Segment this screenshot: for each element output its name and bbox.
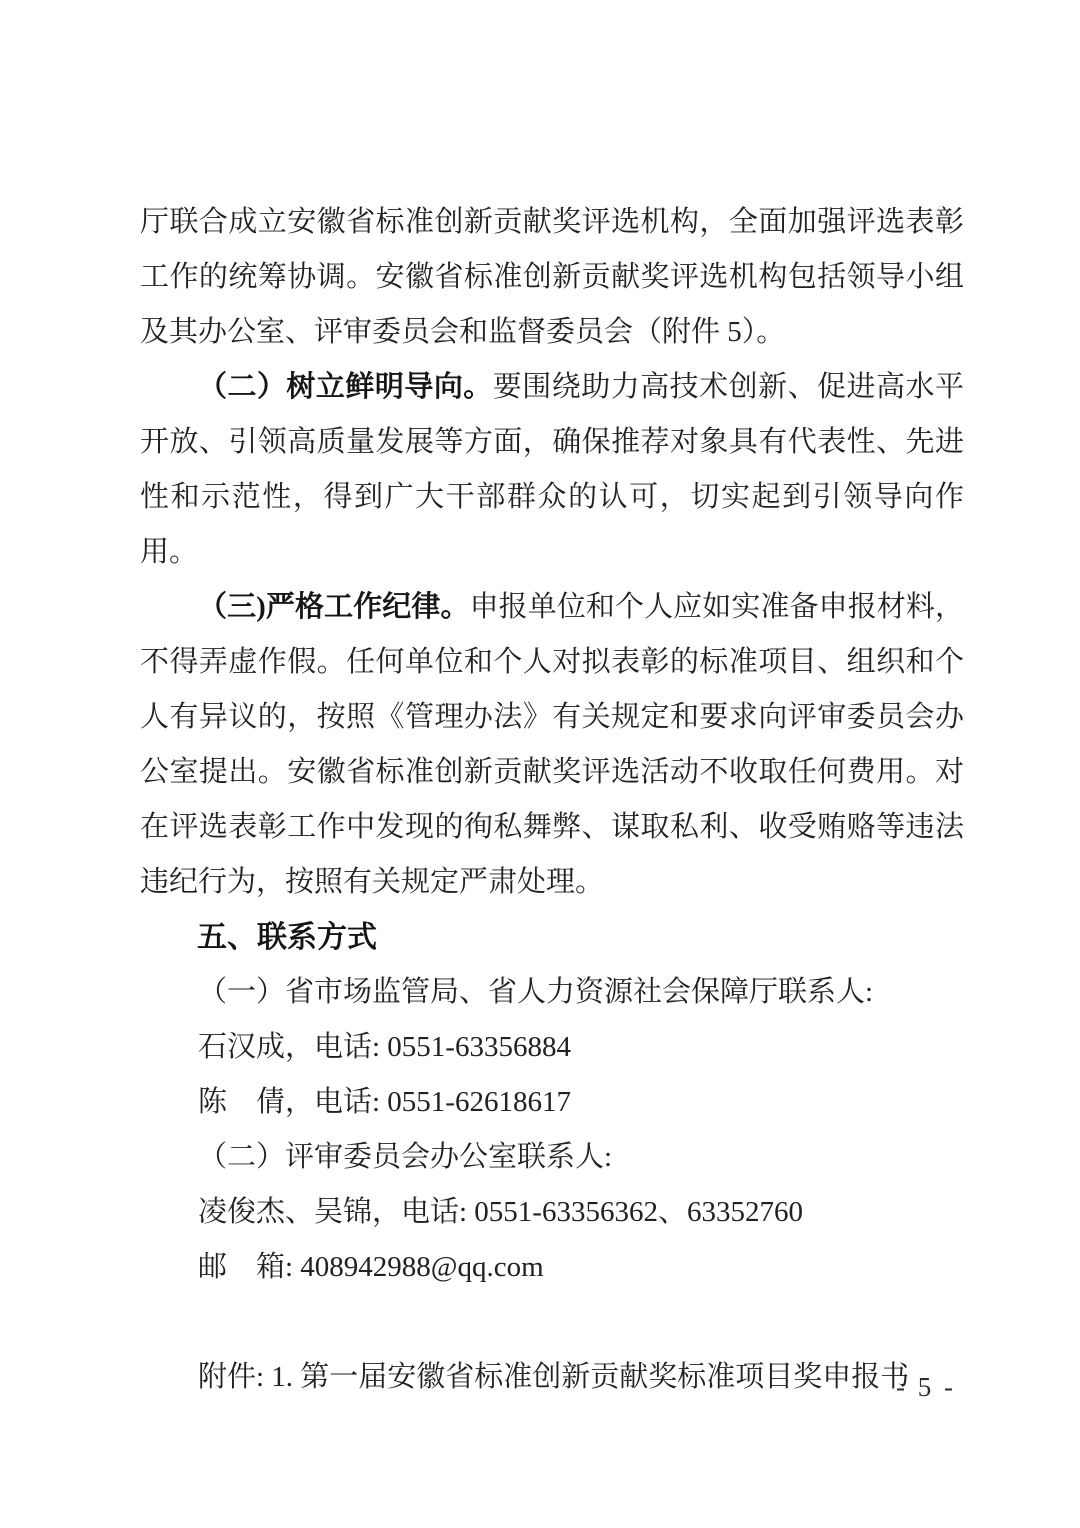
contact-line: 石汉成，电话: 0551-63356884 (198, 1031, 571, 1063)
paragraphs (140, 195, 964, 910)
page-number: - 5 - (896, 1372, 956, 1402)
contact-line: （一）省市场监管局、省人力资源社会保障厅联系人: (198, 976, 874, 1008)
paragraph-emphasis: （二）树立鲜明导向。 (198, 371, 493, 403)
blank-line (140, 1295, 964, 1350)
contact-line: 邮 箱: 408942988@qq.com (198, 1251, 544, 1283)
contact-list (140, 965, 964, 1295)
body-paragraph: （二）树立鲜明导向。要围绕助力高技术创新、促进高水平开放、引领高质量发展等方面，确保推荐对象具有代表性、先进性和示范性，得到广大干部群众的认可，切实起到引领导向作用。 (140, 371, 964, 568)
contact-line: 凌俊杰、吴锦，电话: 0551-63356362、63352760 (198, 1196, 803, 1228)
body-paragraph: （三)严格工作纪律。申报单位和个人应如实准备申报材料，不得弄虚作假。任何单位和个人对拟表彰的标准项目、组织和个人有异议的，按照《管理办法》有关规定和要求向评审委员会办公室提出。安徽省标准创新贡献奖评选活动不收取任何费用。对在评选表彰工作中发现的徇私舞弊、谋取私利、收受贿赂等违法违纪行为，按照有关规定严肃处理。 (140, 591, 964, 898)
section-heading: 五、联系方式 (197, 921, 377, 954)
body-paragraph: 厅联合成立安徽省标准创新贡献奖评选机构，全面加强评选表彰工作的统筹协调。安徽省标准创新贡献奖评选机构包括领导小组及其办公室、评审委员会和监督委员会（附件 5）。 (140, 206, 964, 348)
document-body (140, 195, 964, 1405)
contact-line: （二）评审委员会办公室联系人: (198, 1141, 613, 1173)
attachment-line: 附件: 1. 第一届安徽省标准创新贡献奖标准项目奖申报书 (198, 1361, 910, 1393)
contact-line: 陈 倩，电话: 0551-62618617 (198, 1086, 571, 1118)
paragraph-emphasis: （三)严格工作纪律。 (198, 591, 470, 623)
